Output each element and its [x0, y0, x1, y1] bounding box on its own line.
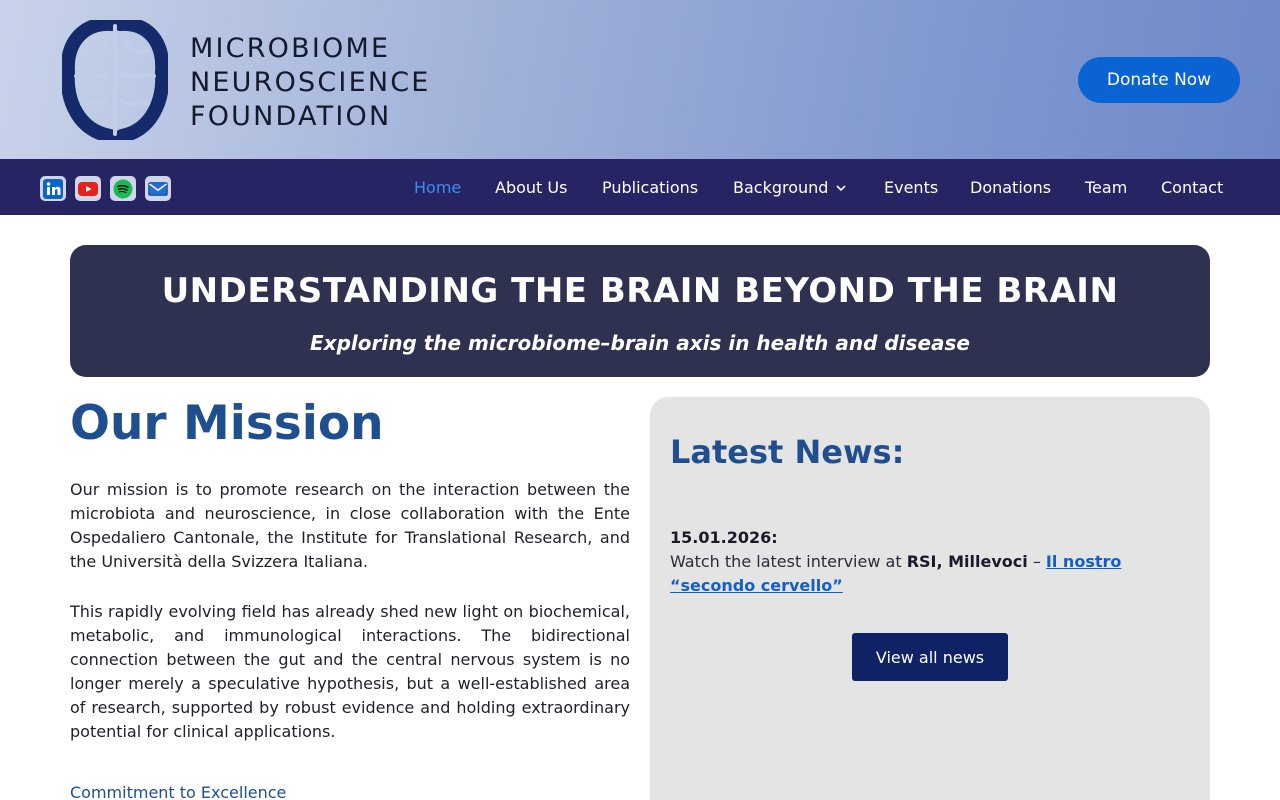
nav-about-us[interactable]: About Us: [495, 178, 568, 197]
linkedin-link[interactable]: [40, 176, 66, 201]
news-source: RSI, Millevoci: [906, 552, 1028, 571]
nav-donations[interactable]: Donations: [970, 178, 1052, 197]
news-date: 15.01.2026:: [670, 528, 778, 547]
nav-home[interactable]: Home: [414, 178, 462, 197]
mission-title: Our Mission: [70, 396, 384, 451]
nav-background[interactable]: [733, 178, 846, 197]
nav-contact[interactable]: Contact: [1161, 178, 1224, 197]
email-link[interactable]: [145, 176, 171, 201]
spotify-icon: [113, 179, 133, 199]
news-title: Latest News:: [670, 433, 905, 471]
latest-news-panel: [650, 397, 1210, 800]
mission-paragraph: Our mission is to promote research on the interaction between the microbiota and neuroscience, in close collaboration with the Ente Ospedaliero Cantonale, the Institute for Translational Research, and the Università della Svizzera Italiana.: [70, 480, 630, 571]
youtube-icon: [78, 181, 98, 197]
site-header: [0, 0, 1280, 159]
view-all-news-button[interactable]: View all news: [852, 633, 1008, 681]
commitment-heading: Commitment to Excellence: [70, 783, 287, 800]
news-interview-link[interactable]: Il nostro “secondo cervello”: [670, 552, 1122, 595]
nav-background-label: Background: [733, 178, 829, 197]
logo-line: MICROBIOME: [190, 33, 391, 64]
donate-button[interactable]: Donate Now: [1078, 57, 1240, 103]
logo-line: NEUROSCIENCE: [190, 67, 431, 98]
brain-icon[interactable]: [62, 20, 168, 140]
hero-banner: [70, 245, 1210, 377]
banner-subtitle: Exploring the microbiome–brain axis in health and disease: [310, 331, 970, 355]
news-text-prefix: Watch the latest interview at: [670, 552, 907, 571]
youtube-link[interactable]: [75, 176, 101, 201]
nav-publications[interactable]: Publications: [602, 178, 699, 197]
logo-wordmark[interactable]: [190, 32, 431, 134]
banner-title: UNDERSTANDING THE BRAIN BEYOND THE BRAIN: [161, 271, 1119, 311]
chevron-down-icon: [836, 185, 846, 192]
email-icon: [148, 181, 168, 197]
news-separator: –: [1027, 552, 1046, 571]
linkedin-icon: [43, 179, 63, 199]
spotify-link[interactable]: [110, 176, 136, 201]
mission-paragraph: This rapidly evolving field has already shed new light on biochemical, metabolic, and immunological interactions. The bidirectional connection between the gut and the central nervous system is no longer merely a speculative hypothesis, but a well-established area of research, supported by robust evidence and holding extraordinary potential for clinical applications.: [70, 602, 630, 741]
logo-line: FOUNDATION: [190, 101, 392, 132]
nav-team[interactable]: Team: [1085, 178, 1128, 197]
news-item-text: [670, 550, 1195, 598]
nav-events[interactable]: Events: [884, 178, 939, 197]
